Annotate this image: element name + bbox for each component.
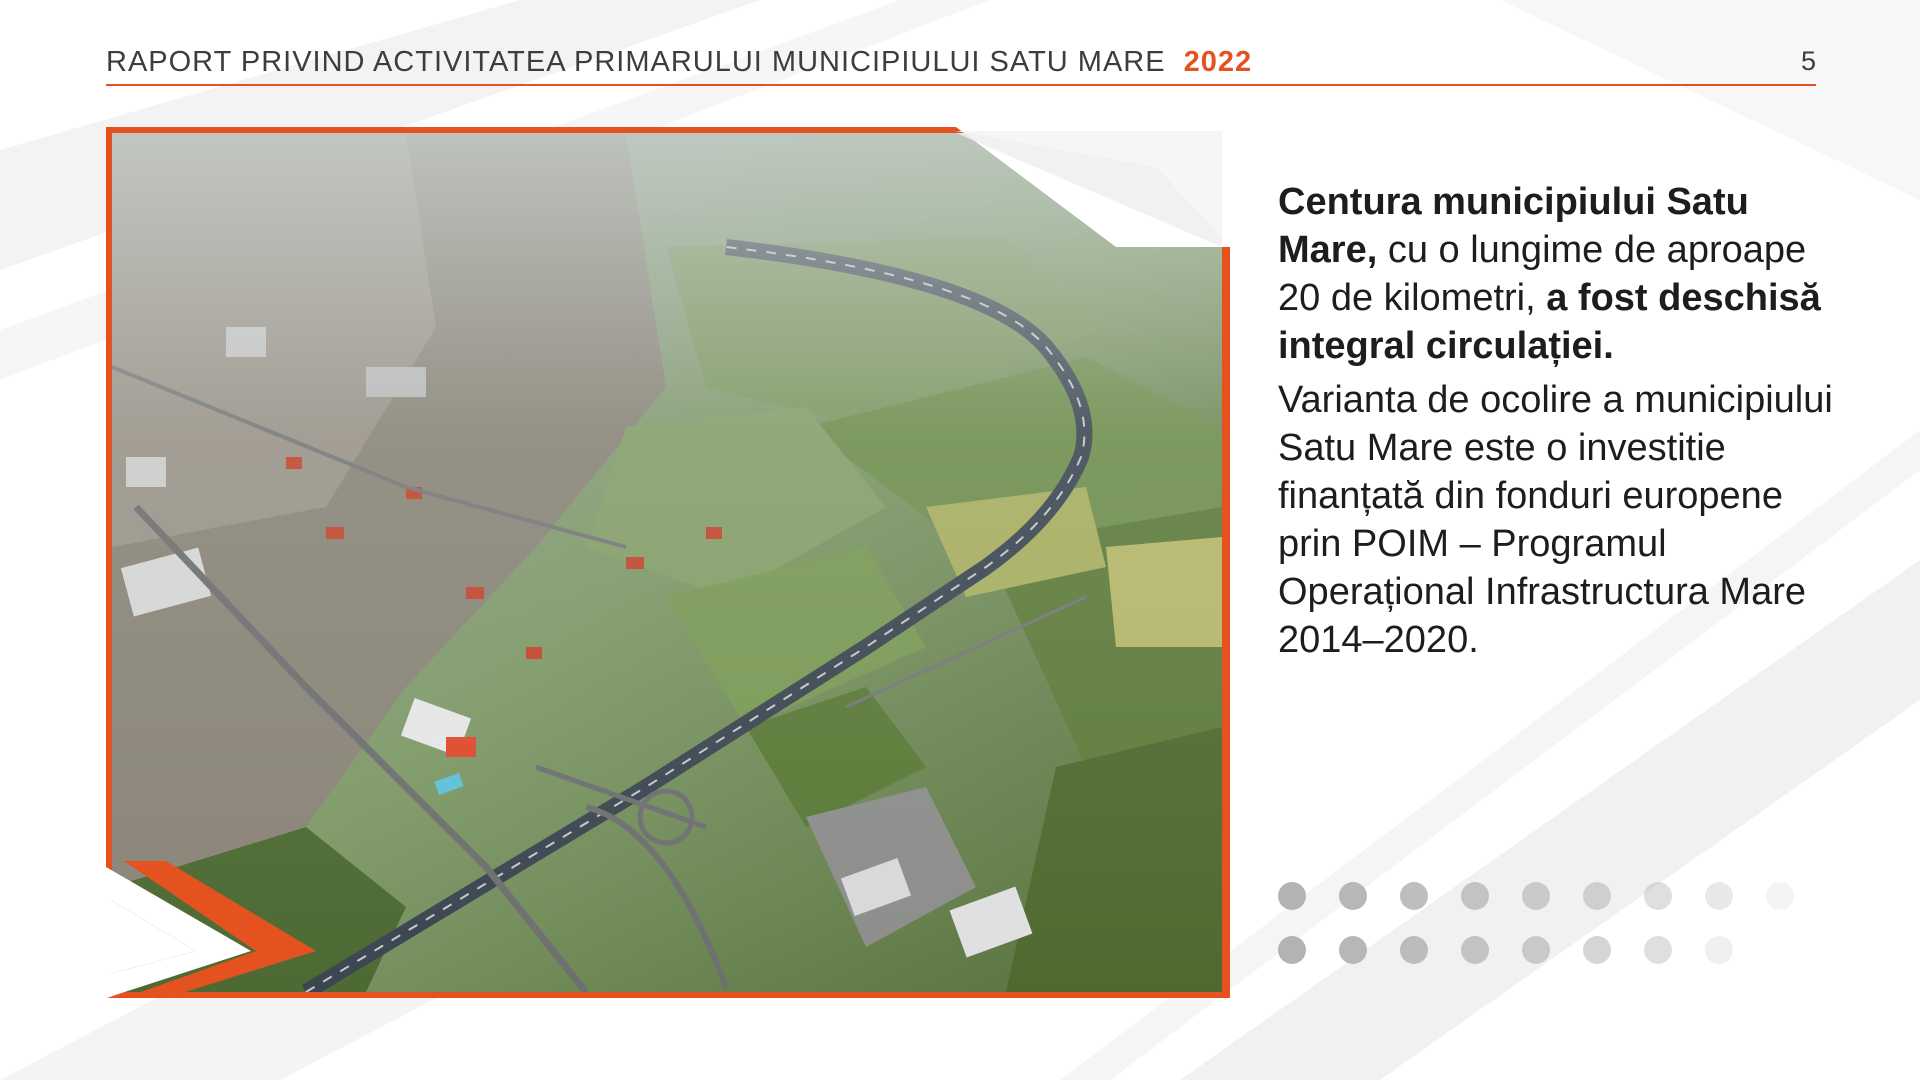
content-text	[1278, 178, 1838, 664]
lead-bold-title: Centura municipiului Satu Mare,	[1278, 181, 1749, 271]
header-divider	[106, 84, 1816, 86]
report-year: 2022	[1183, 46, 1253, 78]
decorative-dots	[1278, 882, 1798, 982]
aerial-photo	[106, 127, 1230, 998]
page-header	[106, 42, 1816, 86]
body-paragraph: Varianta de ocolire a municipiului Satu Mare este o investitie finanțată din fonduri europene prin POIM – Programul Operațional Infrastructura Mare 2014–2020.	[1278, 379, 1833, 661]
report-title-text: RAPORT PRIVIND ACTIVITATEA PRIMARULUI MUNICIPIULUI SATU MARE	[106, 46, 1166, 78]
lead-regular-text: cu o lungime de aproape 20 de kilometri,	[1278, 229, 1807, 319]
lead-bold-statement: a fost deschisă integral circulației.	[1278, 277, 1821, 367]
page-number: 5	[1800, 46, 1816, 76]
report-title	[106, 46, 1252, 79]
lead-paragraph	[1278, 178, 1838, 370]
aerial-photo-frame	[106, 127, 1230, 998]
